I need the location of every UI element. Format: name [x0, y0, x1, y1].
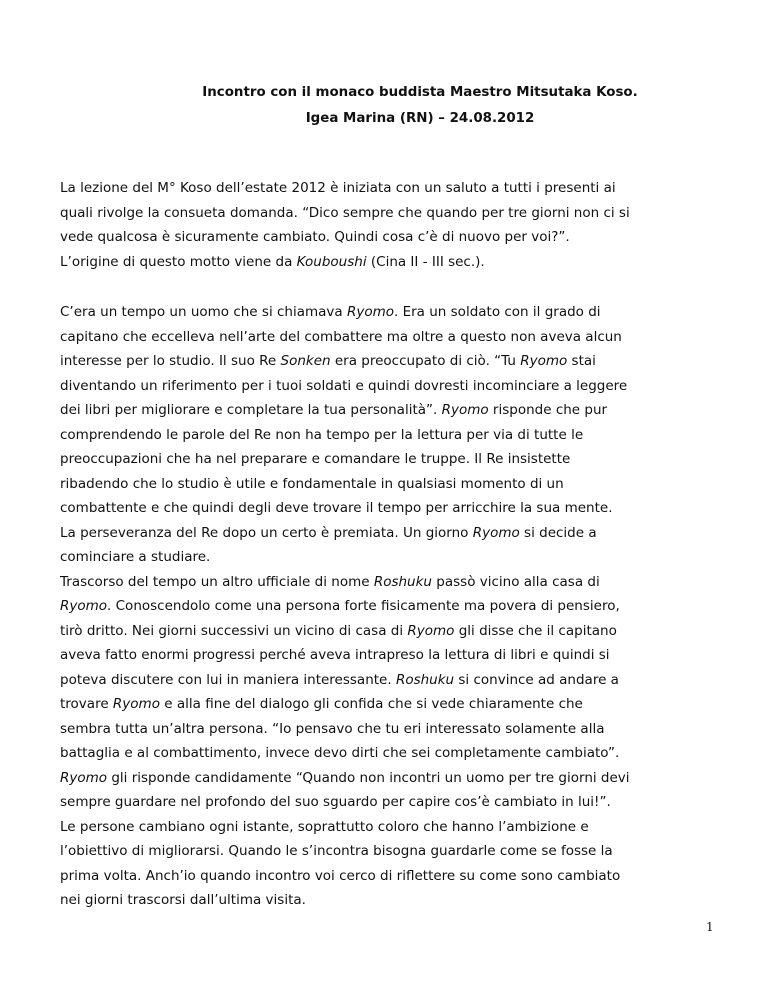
- text-segment: comprendendo le parole del Re non ha tempo per la lettura per via di tutte le: [60, 426, 584, 443]
- italic-name: Roshuku: [395, 671, 455, 688]
- text-line: [60, 864, 724, 889]
- text-segment: risponde che pur: [488, 402, 608, 418]
- text-segment: preoccupazioni che ha nel preparare e comandare le truppe. Il Re insistette: [60, 451, 571, 467]
- text-line: [60, 176, 724, 201]
- text-segment: passò vicino alla casa di: [432, 573, 600, 590]
- text-line: [60, 692, 724, 717]
- text-segment: . Conoscendolo come una persona forte fisicamente ma povera di pensiero,: [107, 598, 620, 614]
- text-segment: era preoccupato di ciò. “Tu: [330, 353, 521, 369]
- text-segment: capitano che eccelleva nell’arte del combattere ma oltre a questo non aveva alcun: [60, 328, 622, 345]
- title-line-2: Igea Marina (RN) – 24.08.2012: [305, 111, 535, 126]
- italic-name: Kouboushi: [296, 253, 367, 270]
- italic-name: Sonken: [280, 353, 331, 369]
- text-segment: interesse per lo studio. Il suo Re: [60, 353, 281, 369]
- text-segment: nei giorni trascorsi dall’ultima visita.: [60, 892, 306, 908]
- text-line: [60, 545, 724, 570]
- text-segment: gli disse che il capitano: [454, 622, 617, 639]
- text-line: [60, 815, 724, 840]
- text-line: [60, 668, 724, 693]
- text-segment: La perseveranza del Re dopo un certo è premiata. Un giorno: [60, 524, 473, 541]
- text-line: [60, 839, 724, 864]
- text-segment: La lezione del M° Koso dell’estate 2012 è iniziata con un saluto a tutti i presenti ai: [60, 180, 616, 196]
- text-line: [60, 766, 724, 791]
- text-line: [60, 201, 724, 226]
- text-segment: stai: [567, 353, 596, 369]
- page-number: 1: [706, 920, 714, 934]
- text-segment: L’origine di questo motto viene da: [60, 253, 297, 270]
- text-segment: trovare: [60, 696, 113, 712]
- text-segment: tirò dritto. Nei giorni successivi un vicino di casa di: [60, 622, 408, 639]
- text-segment: diventando un riferimento per i tuoi soldati e quindi dovresti incominciare a leggere: [60, 377, 628, 394]
- text-line: [60, 521, 724, 546]
- text-segment: si decide a: [519, 524, 597, 541]
- text-line: [60, 250, 724, 275]
- italic-name: Ryomo: [407, 622, 455, 639]
- text-segment: vede qualcosa è sicuramente cambiato. Quindi cosa c’è di nuovo per voi?”.: [60, 229, 570, 245]
- text-segment: (Cina II - III sec.).: [366, 253, 485, 270]
- text-segment: sempre guardare nel profondo del suo sguardo per capire cos’è cambiato in lui!”.: [60, 794, 611, 810]
- text-segment: aveva fatto enormi progressi perché aveva intrapreso la lettura di libri e quindi si: [60, 647, 610, 663]
- document-body: [60, 176, 724, 913]
- text-segment: quali rivolge la consueta domanda. “Dico sempre che quando per tre giorni non ci si: [60, 204, 630, 221]
- text-segment: battaglia e al combattimento, invece devo dirti che sei completamente cambiato”.: [60, 745, 620, 761]
- paragraph: [60, 300, 724, 913]
- text-segment: poteva discutere con lui in maniera interessante.: [60, 671, 396, 688]
- text-segment: l’obiettivo di migliorarsi. Quando le s’incontra bisogna guardarle come se fosse la: [60, 843, 613, 859]
- text-segment: si convince ad andare a: [454, 671, 619, 688]
- text-line: [60, 643, 724, 668]
- italic-name: Ryomo: [472, 524, 520, 541]
- text-line: [60, 349, 724, 374]
- text-line: [60, 472, 724, 497]
- text-line: [60, 717, 724, 742]
- text-line: [60, 570, 724, 595]
- text-segment: Trascorso del tempo un altro ufficiale di nome: [60, 573, 374, 590]
- text-segment: cominciare a studiare.: [60, 549, 211, 565]
- text-segment: dei libri per migliorare e completare la tua personalità”.: [60, 402, 442, 418]
- paragraph: [60, 176, 724, 274]
- text-line: [60, 447, 724, 472]
- title-line-1: Incontro con il monaco buddista Maestro Mitsutaka Koso.: [202, 85, 638, 100]
- text-segment: Le persone cambiano ogni istante, soprattutto coloro che hanno l’ambizione e: [60, 818, 589, 835]
- text-line: [60, 619, 724, 644]
- text-line: [60, 225, 724, 250]
- paragraph-gap: [60, 274, 724, 300]
- text-segment: prima volta. Anch’io quando incontro voi cerco di riflettere su come sono cambiato: [60, 867, 621, 884]
- text-line: [60, 594, 724, 619]
- text-segment: ribadendo che lo studio è utile e fondamentale in qualsiasi momento di un: [60, 475, 564, 492]
- text-segment: C’era un tempo un uomo che si chiamava: [60, 304, 347, 320]
- italic-name: Ryomo: [346, 304, 395, 320]
- text-line: [60, 300, 724, 325]
- text-line: [60, 741, 724, 766]
- text-segment: sembra tutta un’altra persona. “Io pensavo che tu eri interessato solamente alla: [60, 720, 605, 737]
- document-title: [0, 80, 768, 132]
- text-line: [60, 325, 724, 350]
- text-line: [60, 398, 724, 423]
- italic-name: Ryomo: [441, 402, 489, 418]
- italic-name: Ryomo: [60, 598, 108, 614]
- text-segment: . Era un soldato con il grado di: [394, 304, 601, 320]
- italic-name: Roshuku: [373, 573, 432, 590]
- text-segment: gli risponde candidamente “Quando non incontri un uomo per tre giorni devi: [107, 769, 630, 786]
- text-line: [60, 790, 724, 815]
- text-segment: e alla fine del dialogo gli confida che si vede chiaramente che: [159, 696, 583, 712]
- text-line: [60, 423, 724, 448]
- italic-name: Ryomo: [60, 769, 108, 786]
- text-line: [60, 888, 724, 913]
- italic-name: Ryomo: [112, 696, 160, 712]
- italic-name: Ryomo: [520, 353, 568, 369]
- text-segment: combattente e che quindi degli deve trovare il tempo per arricchire la sua mente.: [60, 500, 613, 516]
- text-line: [60, 374, 724, 399]
- text-line: [60, 496, 724, 521]
